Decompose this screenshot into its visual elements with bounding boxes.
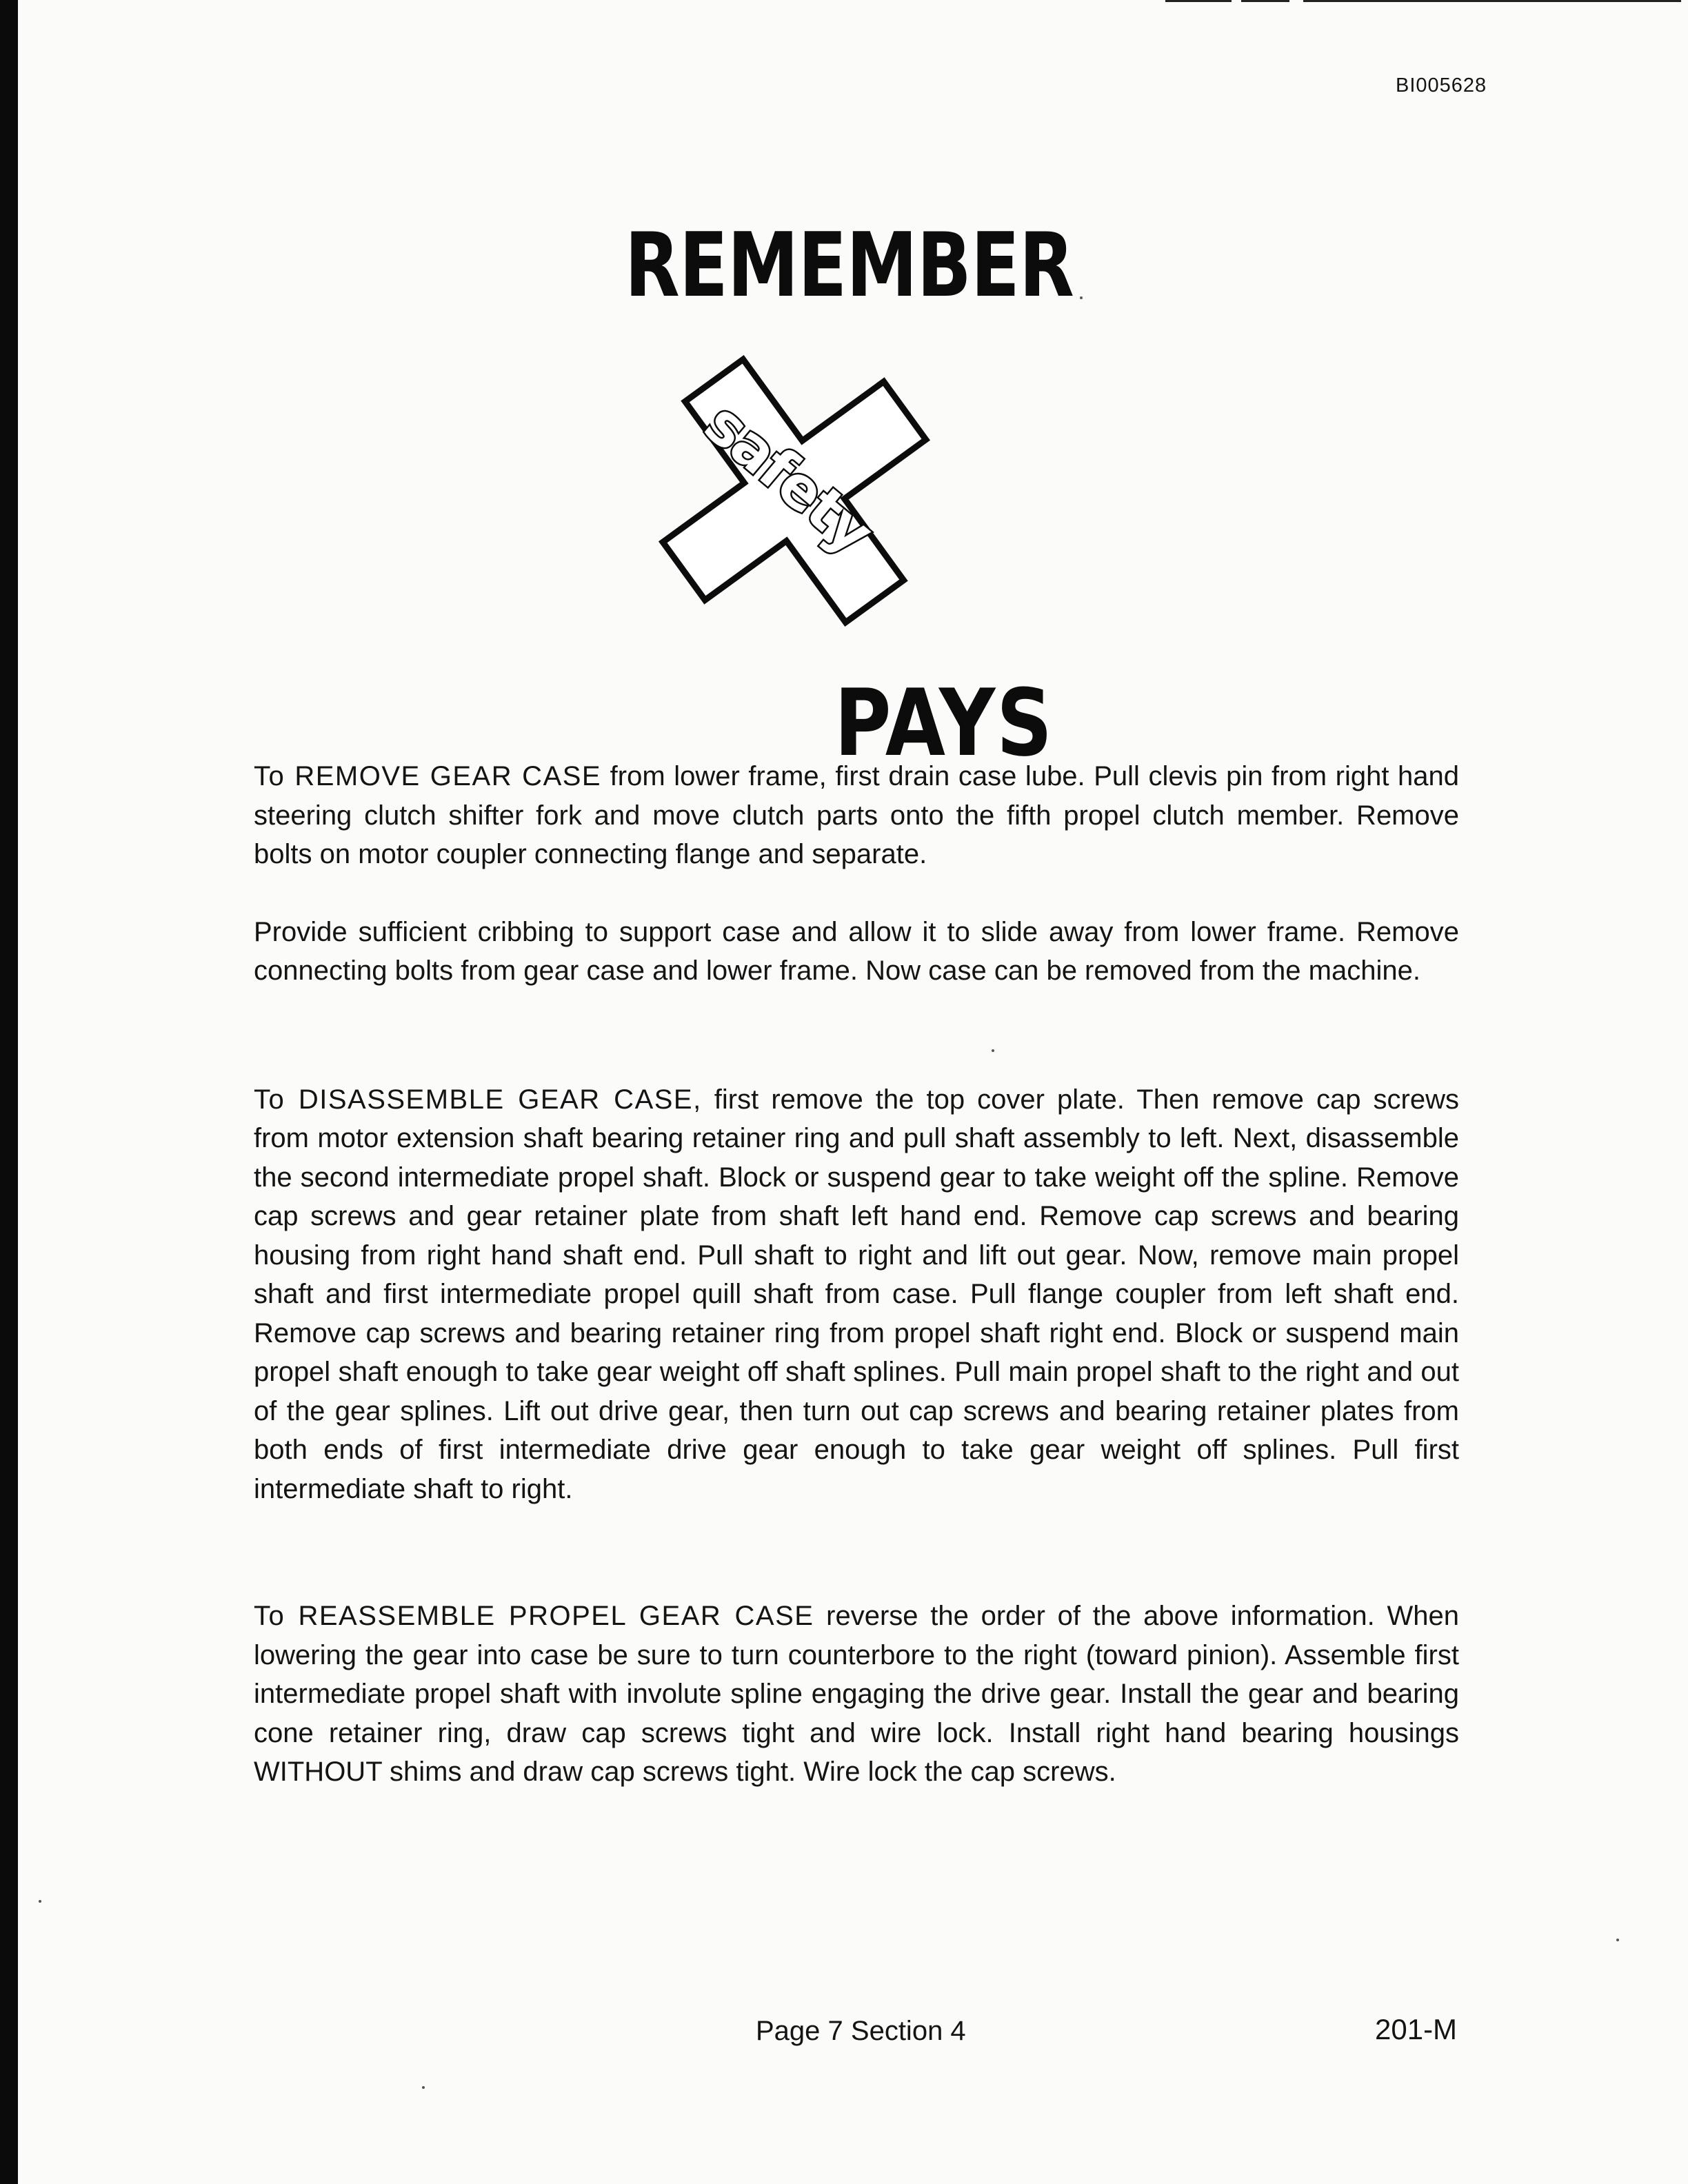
safety-word: safety (692, 389, 885, 567)
paragraph-disassemble-gear-case (254, 1080, 1459, 1509)
scan-top-mark (1303, 0, 1681, 2)
body-text (254, 757, 1459, 1792)
paragraph-body: from lower frame, first drain case lube. Pull clevis pin from right hand steering clutch shifter fork and move clutch parts onto the fifth propel clutch member. Remove bolts on motor coupler connecting flange and separate. (254, 761, 1459, 869)
document-id: BI005628 (1396, 74, 1487, 97)
paragraph-lead: To REASSEMBLE PROPEL GEAR CASE (254, 1601, 814, 1631)
scan-speck (39, 1900, 41, 1903)
scan-left-edge (0, 0, 18, 2184)
paragraph-body: Provide sufficient cribbing to support case and allow it to slide away from lower frame. Remove connecting bolts from gear case and lower frame. Now case can be removed from the machine. (254, 916, 1459, 986)
paragraph-lead: To REMOVE GEAR CASE (254, 761, 602, 791)
scan-speck (992, 1049, 994, 1052)
page-number: Page 7 Section 4 (756, 2016, 966, 2046)
paragraph-body: reverse the order of the above information. When lowering the gear into case be sure to turn counterbore to the right (toward pinion). Assemble first intermediate propel shaft with involute spline engaging the drive gear. Install the gear and bearing cone retainer ring, draw cap screws tight and wire lock. Install right hand bearing housings WITHOUT shims and draw cap screws tight. Wire lock the cap screws. (254, 1601, 1459, 1787)
paragraph-cribbing (254, 913, 1459, 991)
paragraph-body: first remove the top cover plate. Then remove cap screws from motor extension shaft bearing retainer ring and pull shaft assembly to left. Next, disassemble the second intermediate propel shaft. Block or suspend gear to take weight off the spline. Remove cap screws and gear retainer plate from shaft left hand end. Remove cap screws and bearing housing from right hand shaft end. Pull shaft to right and lift out gear. Now, remove main propel shaft and first intermediate propel quill shaft from case. Pull flange coupler from left shaft end. Remove cap screws and bearing retainer ring from propel shaft right end. Block or suspend main propel shaft enough to take gear weight off shaft splines. Pull main propel shaft to the right and out of the gear splines. Lift out drive gear, then turn out cap screws and bearing retainer plates from both ends of first intermediate drive gear enough to take gear weight off splines. Pull first intermediate shaft to right. (254, 1084, 1459, 1504)
paragraph-reassemble-gear-case (254, 1597, 1459, 1792)
headline-pays: PAYS (834, 669, 1054, 777)
safety-cross-icon (643, 339, 946, 643)
scan-top-mark (1241, 0, 1289, 2)
scan-speck (1616, 1939, 1619, 1941)
paragraph-lead: To DISASSEMBLE GEAR CASE, (254, 1084, 702, 1115)
scan-top-mark (1165, 0, 1232, 2)
scan-speck (1080, 296, 1083, 299)
manual-code: 201-M (1375, 2013, 1458, 2045)
paragraph-remove-gear-case (254, 757, 1459, 874)
scan-speck (422, 2086, 425, 2089)
headline-remember: REMEMBER (625, 214, 1074, 317)
